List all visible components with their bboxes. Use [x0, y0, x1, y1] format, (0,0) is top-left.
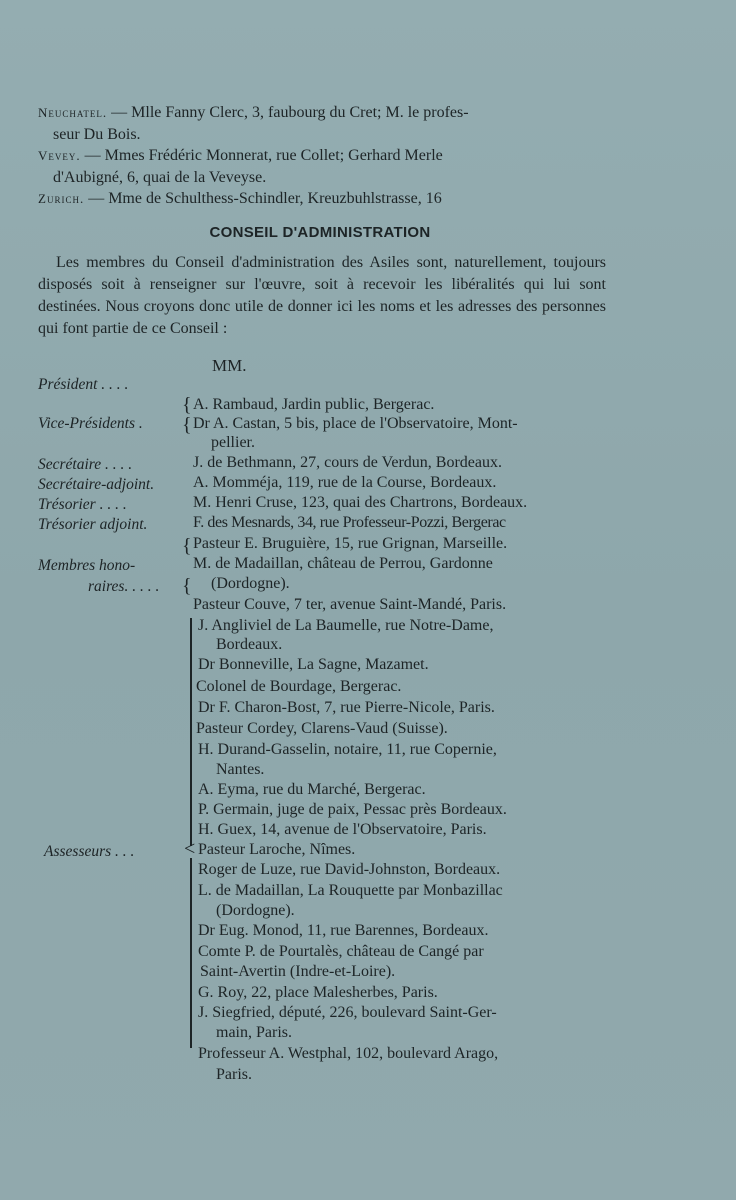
- city-name: Neuchatel.: [38, 105, 108, 120]
- entry-assesseur: Dr Bonneville, La Sagne, Mazamet.: [198, 656, 429, 673]
- city-text-cont: d'Aubigné, 6, quai de la Veveyse.: [53, 169, 267, 186]
- entry-assesseur-cont: main, Paris.: [216, 1024, 292, 1041]
- city-text-cont: seur Du Bois.: [53, 126, 141, 143]
- entry-assesseur: J. Angliviel de La Baumelle, rue Notre-Dame,: [198, 617, 494, 634]
- role-tresorier: Trésorier . . . .: [38, 496, 127, 513]
- role-tresorier-adjoint: Trésorier adjoint.: [38, 516, 148, 533]
- entry-secretaire: J. de Bethmann, 27, cours de Verdun, Bordeaux.: [193, 454, 502, 471]
- role-secretaire: Secrétaire . . . .: [38, 456, 133, 473]
- mm-label: MM.: [212, 356, 247, 375]
- entry-assesseur: H. Durand-Gasselin, notaire, 11, rue Copernie,: [198, 741, 497, 758]
- entry-assesseur: H. Guex, 14, avenue de l'Observatoire, Paris.: [198, 821, 487, 838]
- section-heading: CONSEIL D'ADMINISTRATION: [209, 224, 431, 241]
- entry-assesseur: J. Siegfried, député, 226, boulevard Saint-Ger-: [198, 1004, 497, 1021]
- entry-honoraire-1: Pasteur E. Bruguière, 15, rue Grignan, Marseille.: [193, 535, 508, 552]
- entry-assesseur: A. Eyma, rue du Marché, Bergerac.: [198, 781, 426, 798]
- role-assesseurs: Assesseurs . . .: [44, 843, 135, 860]
- entry-secretaire-adjoint: A. Momméja, 119, rue de la Course, Bordeaux.: [193, 474, 497, 491]
- entry-assesseur-cont: Bordeaux.: [216, 636, 283, 653]
- entry-assesseur: P. Germain, juge de paix, Pessac près Bordeaux.: [198, 801, 507, 818]
- entry-president: A. Rambaud, Jardin public, Bergerac.: [193, 396, 435, 413]
- entry-tresorier: M. Henri Cruse, 123, quai des Chartrons, Bordeaux.: [193, 494, 528, 511]
- entry-assesseur: Dr F. Charon-Bost, 7, rue Pierre-Nicole, Paris.: [198, 699, 495, 716]
- role-membres-honoraires: Membres hono-: [38, 557, 136, 574]
- brace-assesseurs-top: [190, 618, 192, 846]
- city-entry-zurich: [38, 188, 608, 210]
- brace-assesseurs-bottom: [190, 858, 192, 1048]
- entry-assesseur: Colonel de Bourdage, Bergerac.: [196, 678, 402, 695]
- brace-vice-2: {: [182, 414, 192, 436]
- entry-honoraire-2-cont: (Dordogne).: [211, 575, 290, 592]
- entry-assesseur: Pasteur Cordey, Clarens-Vaud (Suisse).: [196, 720, 448, 737]
- city-text: — Mmes Frédéric Monnerat, rue Collet; Gerhard Merle: [80, 147, 443, 164]
- intro-paragraph: Les membres du Conseil d'administration des Asiles sont, naturellement, toujours disposés soit à renseigner sur l'œuvre, soit à recevoir les libéralités qui lui sont destinées. Nous croyons donc utile de donner ici les noms et les adresses des personnes qui font partie de ce Conseil :: [38, 254, 606, 337]
- entry-assesseur: Dr Eug. Monod, 11, rue Barennes, Bordeaux.: [198, 922, 489, 939]
- entry-assesseur: Professeur A. Westphal, 102, boulevard Arago,: [198, 1045, 499, 1062]
- entry-assesseur-cont: (Dordogne).: [216, 902, 295, 919]
- city-text: — Mlle Fanny Clerc, 3, faubourg du Cret; M. le profes-: [107, 104, 469, 121]
- city-name: Vevey.: [38, 148, 81, 163]
- role-president: Président . . . .: [38, 376, 129, 393]
- entry-honoraire-3: Pasteur Couve, 7 ter, avenue Saint-Mandé, Paris.: [193, 596, 507, 613]
- city-entry-neuchatel: [38, 102, 608, 146]
- role-vice-presidents: Vice-Présidents .: [38, 415, 143, 432]
- entry-assesseur-cont: Nantes.: [216, 761, 265, 778]
- brace-honoraires-bottom: {: [182, 575, 192, 597]
- city-entry-vevey: [38, 145, 608, 189]
- brace-honoraires-top: {: [182, 535, 192, 557]
- role-membres-honoraires-cont: raires. . . . .: [88, 578, 160, 595]
- entry-assesseur-cont: Paris.: [216, 1066, 252, 1083]
- entry-assesseur: Pasteur Laroche, Nîmes.: [198, 841, 356, 858]
- entry-vice-1-cont: pellier.: [211, 434, 255, 451]
- entry-assesseur: L. de Madaillan, La Rouquette par Monbazillac: [198, 882, 503, 899]
- city-text: — Mme de Schulthess-Schindler, Kreuzbuhlstrasse, 16: [84, 190, 442, 207]
- entry-tresorier-adjoint: F. des Mesnards, 34, rue Professeur-Pozzi, Bergerac: [193, 514, 506, 531]
- entry-assesseur: Comte P. de Pourtalès, château de Cangé par: [198, 943, 484, 960]
- role-secretaire-adjoint: Secrétaire-adjoint.: [38, 476, 155, 493]
- brace-assesseurs-tip: <: [184, 838, 196, 860]
- entry-honoraire-2: M. de Madaillan, château de Perrou, Gardonne: [193, 555, 493, 572]
- city-name: Zurich.: [38, 191, 85, 206]
- entry-assesseur-cont: Saint-Avertin (Indre-et-Loire).: [200, 963, 396, 980]
- brace-vice: {: [182, 394, 192, 416]
- entry-vice-1: Dr A. Castan, 5 bis, place de l'Observatoire, Mont-: [193, 415, 518, 432]
- entry-assesseur: Roger de Luze, rue David-Johnston, Bordeaux.: [198, 861, 501, 878]
- entry-assesseur: G. Roy, 22, place Malesherbes, Paris.: [198, 984, 438, 1001]
